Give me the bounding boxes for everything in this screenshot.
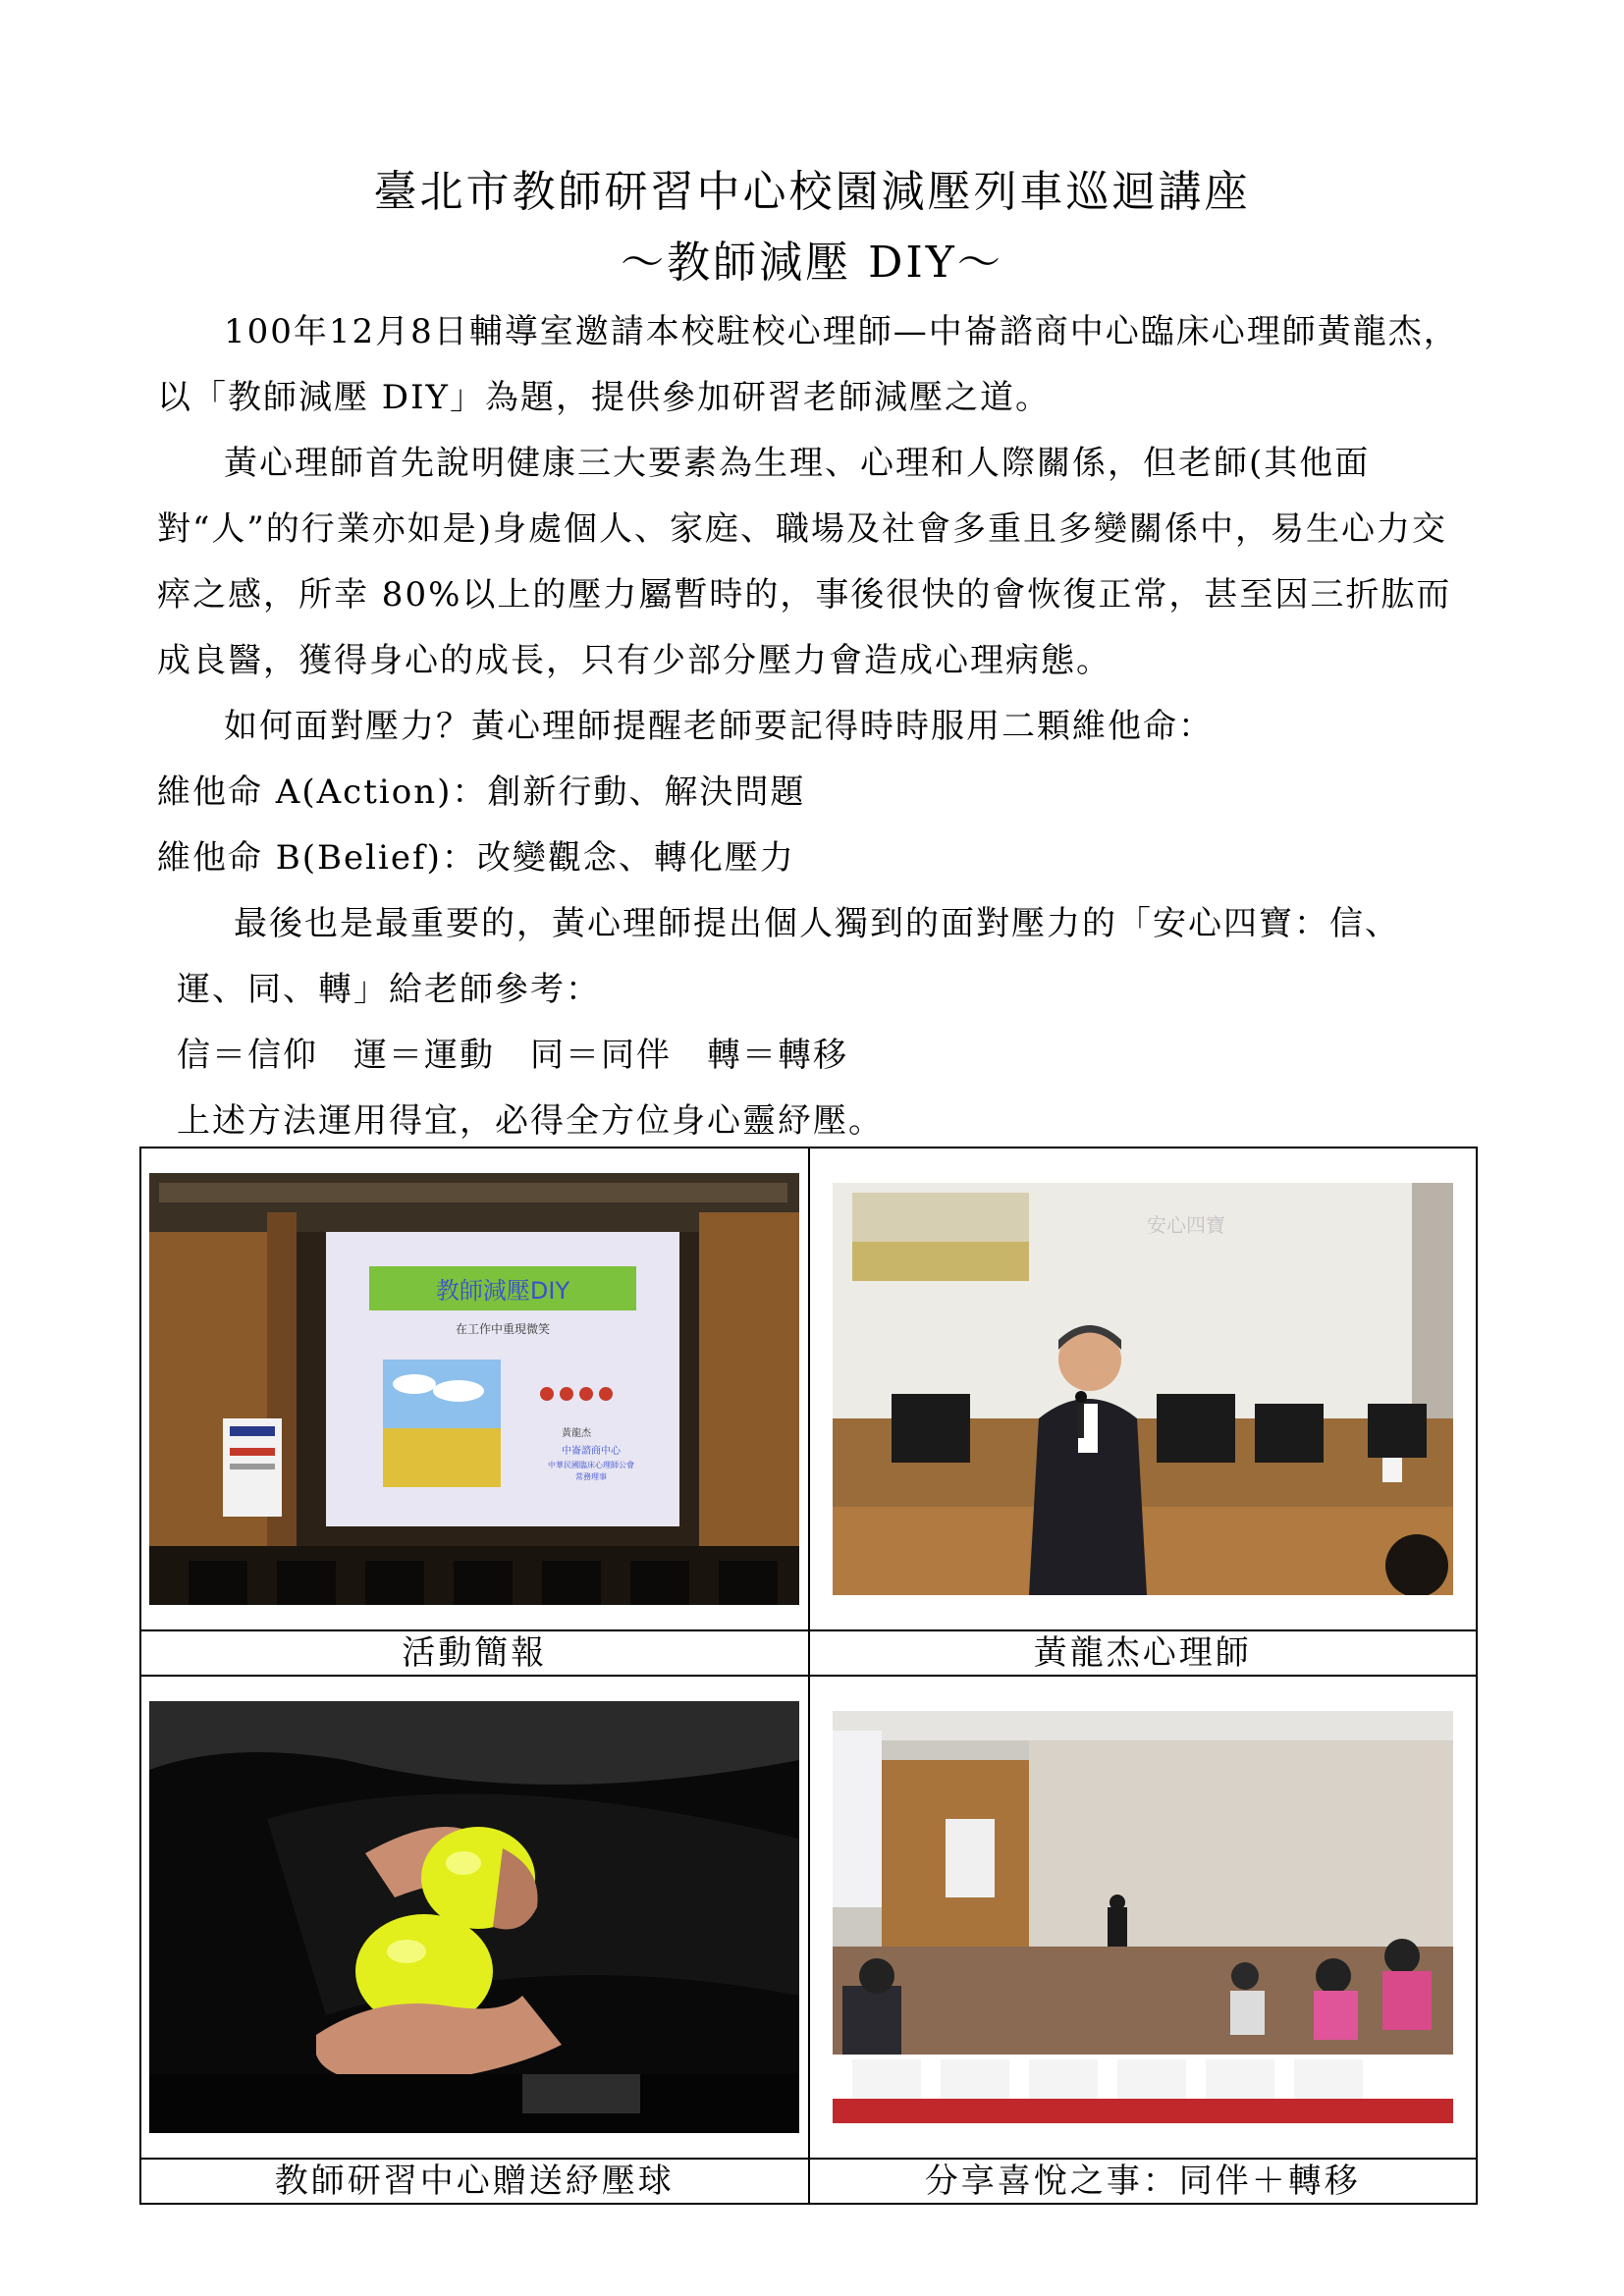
caption-speaker: 黃龍杰心理師 [809,1630,1478,1676]
paragraph-vitamins-intro: 如何面對壓力？黃心理師提醒老師要記得時時服用二顆維他命： [224,707,1214,746]
paragraph-intro: 100年12月8日輔導室邀請本校駐校心理師—中崙諮商中心臨床心理師黃龍杰，以「教師減壓 DIY」為題，提供參加研習老師減壓之道。 [157,312,1459,417]
treasures-line: 信＝信仰 運＝運動 同＝同伴 轉＝轉移 [177,1036,848,1075]
vitamin-b-line: 維他命 B(Belief)：改變觀念、轉化壓力 [157,838,795,878]
slide-org1-text: 中崙諮商中心 [562,1446,622,1457]
stress-balls-photo [149,1701,799,2133]
caption-slide: 活動簡報 [140,1630,809,1676]
speaker-slide-heading: 安心四寶 [1146,1213,1225,1237]
caption-audience: 分享喜悅之事：同伴＋轉移 [809,2159,1478,2204]
slide-subtitle-text: 在工作中重現微笑 [456,1322,551,1336]
page-title: 臺北市教師研習中心校園減壓列車巡迴講座 [373,167,1251,217]
paragraph-treasures-intro: 最後也是最重要的，黃心理師提出個人獨到的面對壓力的「安心四寶：信、 [234,904,1400,943]
caption-balls: 教師研習中心贈送紓壓球 [140,2159,809,2204]
closing-line: 上述方法運用得宜，必得全方位身心靈紓壓。 [177,1101,884,1141]
paragraph-health-factors: 黃心理師首先說明健康三大要素為生理、心理和人際關係，但老師(其他面對“人”的行業亦如是)身處個人、家庭、職場及社會多重且多變關係中，易生心力交瘁之感，所幸 80%以上的壓力屬暫時的，事後很快的會恢復正常，甚至因三折肱而成良醫，獲得身心的成長，只有少部分壓力會造成心理病態。 [157,444,1452,680]
photo-cell-balls [140,1676,809,2159]
photo-table [139,1147,1478,2205]
slide-title-text: 教師減壓DIY [436,1277,570,1305]
vitamin-a-line: 維他命 A(Action)：創新行動、解決問題 [157,773,806,812]
photo-cell-speaker [809,1148,1478,1630]
audience-photo [833,1711,1453,2123]
slide-photo [149,1173,799,1605]
slide-org2-text: 中華民國臨床心理師公會 [548,1461,635,1469]
speaker-photo [833,1183,1453,1595]
photo-cell-audience [809,1676,1478,2159]
page-subtitle: ～教師減壓 DIY～ [621,238,1003,288]
photo-cell-slide [140,1148,809,1630]
slide-org3-text: 常務理事 [575,1472,608,1481]
slide-name-text: 黃龍杰 [562,1428,592,1439]
paragraph-treasures-intro-cont: 運、同、轉」給老師參考： [177,970,601,1009]
